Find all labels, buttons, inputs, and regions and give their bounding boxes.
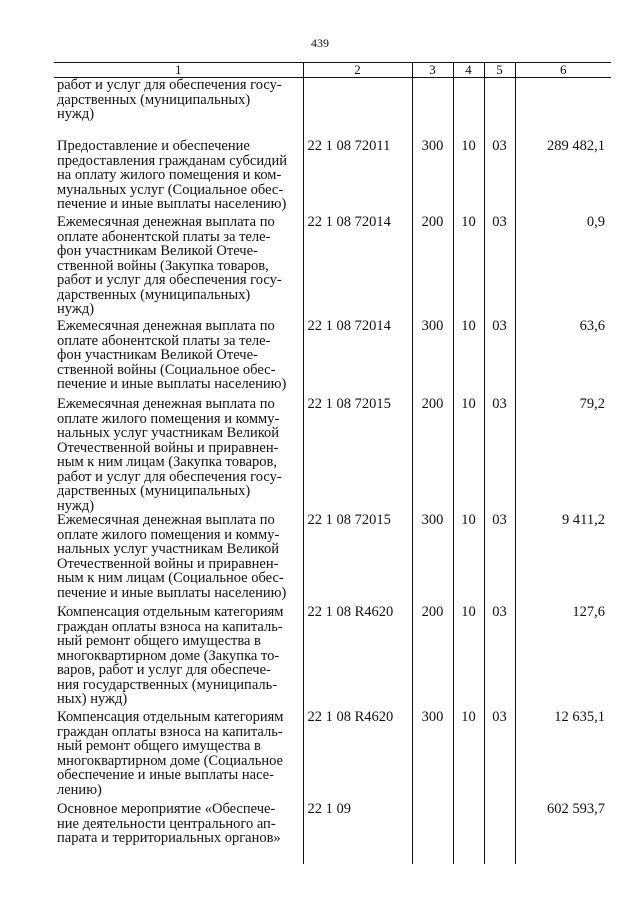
column-header-3: 3 — [412, 63, 453, 78]
table-row — [54, 139, 611, 215]
row-name-cell: Ежемесячная денежная выплата по оплате жилого помещения и комму- нальных услуг участникам Великой Отечественной войны и приравнен- ным к ним лицам (Закупка товаров, работ и услуг для обеспечения госу- дарственных (муниципальных) нужд) — [57, 396, 282, 514]
row-code-cell — [303, 78, 412, 140]
row-col4-cell: 10 — [453, 215, 484, 319]
table-row — [54, 78, 611, 140]
table-row — [54, 605, 611, 710]
table-row — [54, 215, 611, 319]
table-header-row — [54, 63, 611, 78]
row-col5-cell: 03 — [484, 215, 515, 319]
row-code-cell: 22 1 08 72015 — [303, 397, 412, 513]
row-amount-cell: 9 411,2 — [515, 513, 611, 605]
row-amount-cell: 127,6 — [515, 605, 611, 710]
row-col3-cell — [412, 802, 453, 864]
row-code-cell: 22 1 08 72014 — [303, 319, 412, 397]
budget-table — [54, 62, 611, 864]
row-col3-cell: 200 — [412, 605, 453, 710]
row-name-cell: Компенсация отдельным категориям граждан оплаты взноса на капиталь- ный ремонт общего имущества в многоквартирном доме (Закупка то- варов, работ и услуг для обеспече- ния государственных (муниципаль- ных) нужд) — [57, 604, 284, 707]
column-header-4: 4 — [453, 63, 484, 78]
row-col4-cell: 10 — [453, 397, 484, 513]
row-col4-cell: 10 — [453, 710, 484, 802]
row-col3-cell: 300 — [412, 319, 453, 397]
row-col3-cell: 300 — [412, 513, 453, 605]
column-header-1: 1 — [54, 63, 303, 78]
row-code-cell: 22 1 09 — [303, 802, 412, 864]
row-name-cell: Предоставление и обеспечение предоставления гражданам субсидий на оплату жилого помещения и ком- мунальных услуг (Социальное обес- печение и иные выплаты населению) — [57, 138, 288, 212]
row-code-cell: 22 1 08 R4620 — [303, 710, 412, 802]
row-code-cell: 22 1 08 72015 — [303, 513, 412, 605]
row-col4-cell: 10 — [453, 605, 484, 710]
row-col5-cell: 03 — [484, 513, 515, 605]
row-amount-cell: 289 482,1 — [515, 139, 611, 215]
table-row — [54, 513, 611, 605]
row-name-cell: работ и услуг для обеспечения госу- дарственных (муниципальных) нужд) — [57, 77, 282, 122]
row-col5-cell: 03 — [484, 605, 515, 710]
row-amount-cell: 602 593,7 — [515, 802, 611, 864]
row-code-cell: 22 1 08 R4620 — [303, 605, 412, 710]
row-col3-cell: 200 — [412, 397, 453, 513]
row-amount-cell: 0,9 — [515, 215, 611, 319]
table-row — [54, 802, 611, 864]
row-col4-cell: 10 — [453, 319, 484, 397]
row-col5-cell — [484, 802, 515, 864]
row-amount-cell: 79,2 — [515, 397, 611, 513]
table-row — [54, 397, 611, 513]
row-col5-cell: 03 — [484, 710, 515, 802]
row-col5-cell: 03 — [484, 139, 515, 215]
row-name-cell: Основное мероприятие «Обеспече- ние деятельности центрального ап- парата и территориальных органов» — [57, 801, 281, 846]
row-code-cell: 22 1 08 72014 — [303, 215, 412, 319]
row-amount-cell: 12 635,1 — [515, 710, 611, 802]
row-col5-cell — [484, 78, 515, 140]
row-amount-cell — [515, 78, 611, 140]
row-col3-cell: 200 — [412, 215, 453, 319]
row-name-cell: Компенсация отдельным категориям граждан оплаты взноса на капиталь- ный ремонт общего имущества в многоквартирном доме (Социальное обеспечение и иные выплаты насе- лению) — [57, 709, 284, 798]
row-name-cell: Ежемесячная денежная выплата по оплате жилого помещения и комму- нальных услуг участникам Великой Отечественной войны и приравнен- ным к ним лицам (Социальное обес- печение и иные выплаты населению) — [57, 512, 287, 601]
row-amount-cell: 63,6 — [515, 319, 611, 397]
row-col3-cell: 300 — [412, 710, 453, 802]
table-row — [54, 710, 611, 802]
row-col4-cell — [453, 802, 484, 864]
column-header-2: 2 — [303, 63, 412, 78]
row-code-cell: 22 1 08 72011 — [303, 139, 412, 215]
page-number: 439 — [311, 36, 329, 50]
table-row — [54, 319, 611, 397]
column-header-6: 6 — [515, 63, 611, 78]
table-body — [54, 78, 611, 865]
row-col5-cell: 03 — [484, 397, 515, 513]
row-col3-cell — [412, 78, 453, 140]
row-col4-cell: 10 — [453, 139, 484, 215]
row-name-cell: Ежемесячная денежная выплата по оплате абонентской платы за теле- фон участникам Великой Отече- ственной войны (Социальное обес- печение и иные выплаты населению) — [57, 318, 287, 392]
row-col3-cell: 300 — [412, 139, 453, 215]
row-col5-cell: 03 — [484, 319, 515, 397]
column-header-5: 5 — [484, 63, 515, 78]
row-col4-cell: 10 — [453, 513, 484, 605]
row-name-cell: Ежемесячная денежная выплата по оплате абонентской платы за теле- фон участникам Великой Отече- ственной войны (Закупка товаров, работ и услуг для обеспечения госу- дарственных (муниципальных) нужд) — [57, 214, 282, 317]
row-col4-cell — [453, 78, 484, 140]
